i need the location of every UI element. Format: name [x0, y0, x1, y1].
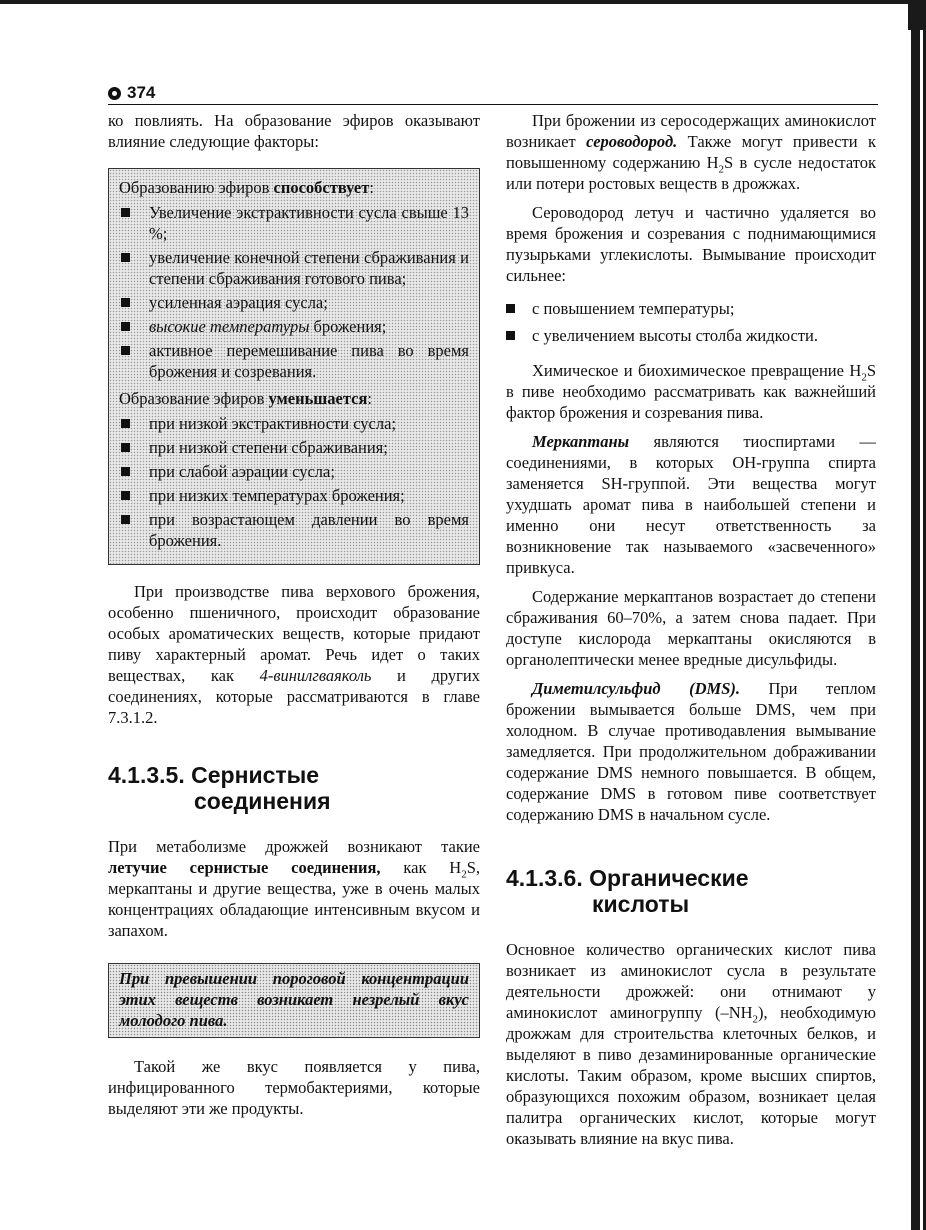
left-paragraph-4: Такой же вкус появляется у пива, инфицированного термобактериями, которые выделяют эти же продукты. [108, 1057, 480, 1118]
square-bullet-icon [121, 467, 130, 476]
washout-list [506, 298, 876, 346]
box-heading-decrease: Образование эфиров уменьшается: [119, 389, 372, 408]
list-item: при возрастающем давлении во время брожения. [119, 509, 469, 551]
right-paragraph-3: Химическое и биохимическое превращение $H_2S$ в пиве необходимо рассматривать как важнейший фактор брожения и созревания пива. [506, 361, 876, 422]
list-item: Увеличение экстрактивности сусла свыше 13 %; [119, 202, 469, 244]
list-item: с увеличением высоты столба жидкости. [506, 325, 876, 346]
left-paragraph-3: При метаболизме дрожжей возникают такие летучие сернистые соединения, как $H_2S$, меркаптаны и другие вещества, уже в очень малых концентрациях обладающие интенсивным вкусом и запахом. [108, 837, 480, 940]
scan-border-right [911, 0, 920, 1230]
box-heading-increase: Образованию эфиров способствует: [119, 178, 374, 197]
square-bullet-icon [121, 322, 130, 331]
right-column [506, 110, 876, 1149]
list-item: при низкой степени сбраживания; [119, 437, 469, 458]
increase-list [119, 202, 469, 382]
left-column [108, 110, 480, 1119]
square-bullet-icon [506, 304, 515, 313]
list-item: увеличение конечной степени сбраживания и степени сбраживания готового пива; [119, 247, 469, 289]
right-paragraph-2: Сероводород летуч и частично удаляется во время брожения и созревания с поднимающимися пузырьками углекислоты. Вымывание происходит сильнее: [506, 203, 876, 285]
page-number: 374 [127, 83, 156, 102]
right-paragraph-5: Содержание меркаптанов возрастает до степени сбраживания 60–70%, а затем снова падает. При доступе кислорода меркаптаны окисляются в органолептически менее вредные дисульфиды. [506, 587, 876, 669]
decrease-list [119, 413, 469, 551]
section-heading-organic-acids: 4.1.3.6. Органические кислоты [506, 865, 749, 917]
square-bullet-icon [121, 346, 130, 355]
list-item: высокие температуры брожения; [119, 316, 469, 337]
square-bullet-icon [121, 298, 130, 307]
notice-text: При превышении пороговой концентрации этих веществ возникает незрелый вкус молодого пива. [119, 969, 469, 1030]
ester-factors-box [108, 168, 480, 565]
list-item: при низких температурах брожения; [119, 485, 469, 506]
scan-border-top [0, 0, 926, 4]
keyword-decrease: уменьшается [268, 389, 368, 408]
section-heading-sulfur: 4.1.3.5. Сернистые соединения [108, 762, 331, 814]
page-bullet-icon [108, 87, 121, 100]
left-paragraph-1: ко повлиять. На образование эфиров оказывают влияние следующие факторы: [108, 111, 480, 151]
right-paragraph-dms: Диметилсульфид (DMS). При теплом брожении вымывается больше DMS, чем при холодном. В случае противодавления вымывание замедляется. При продолжительном дображивании содержание DMS немного повышается. В общем, содержание DMS в готовом пиве соответствует содержанию DMS в начальном сусле. [506, 679, 876, 824]
right-paragraph-1: При брожении из серосодержащих аминокислот возникает сероводород. Также могут привести к повышенному содержанию $H_2S$ в сусле недостаток или потери ростовых веществ в дрожжах. [506, 111, 876, 193]
list-item: при слабой аэрации сусла; [119, 461, 469, 482]
list-item: усиленная аэрация сусла; [119, 292, 469, 313]
square-bullet-icon [121, 491, 130, 500]
page-header [108, 84, 878, 105]
keyword-increase: способствует [273, 178, 370, 197]
square-bullet-icon [121, 419, 130, 428]
right-paragraph-7: Основное количество органических кислот пива возникает из аминокислот сусла в результате деятельности дрожжей: они отнимают у аминокислот аминогруппу $(-NH_2)$, необходимую дрожжам для строительства клеточных белков, и выделяют в пиво дезаминированные органические кислоты. Таким образом, кроме высших спиртов, образующихся похожим образом, возникает целая палитра органических кислот, которые могут оказывать влияние на вкус пива. [506, 940, 876, 1148]
left-paragraph-2: При производстве пива верхового брожения, особенно пшеничного, происходит образование особых ароматических веществ, которые придают пиву характерный аромат. Речь идет о таких веществах, как 4-винилгваяколь и других соединениях, которые рассматриваются в главе 7.3.1.2. [108, 582, 480, 727]
square-bullet-icon [121, 208, 130, 217]
list-item: при низкой экстрактивности сусла; [119, 413, 469, 434]
list-item: активное перемешивание пива во время брожения и созревания. [119, 340, 469, 382]
square-bullet-icon [121, 443, 130, 452]
square-bullet-icon [121, 515, 130, 524]
list-item: с повышением температуры; [506, 298, 876, 319]
scan-corner-notch [908, 0, 926, 30]
right-paragraph-mercaptans: Меркаптаны являются тиоспиртами — соединениями, в которых OH-группа спирта заменяется SH-группой. Эти вещества могут ухудшать аромат пива в наибольшей степени и именно они несут ответственность за возникновение так называемого «засвеченного» привкуса. [506, 432, 876, 577]
notice-box [108, 963, 480, 1038]
square-bullet-icon [506, 331, 515, 340]
square-bullet-icon [121, 253, 130, 262]
